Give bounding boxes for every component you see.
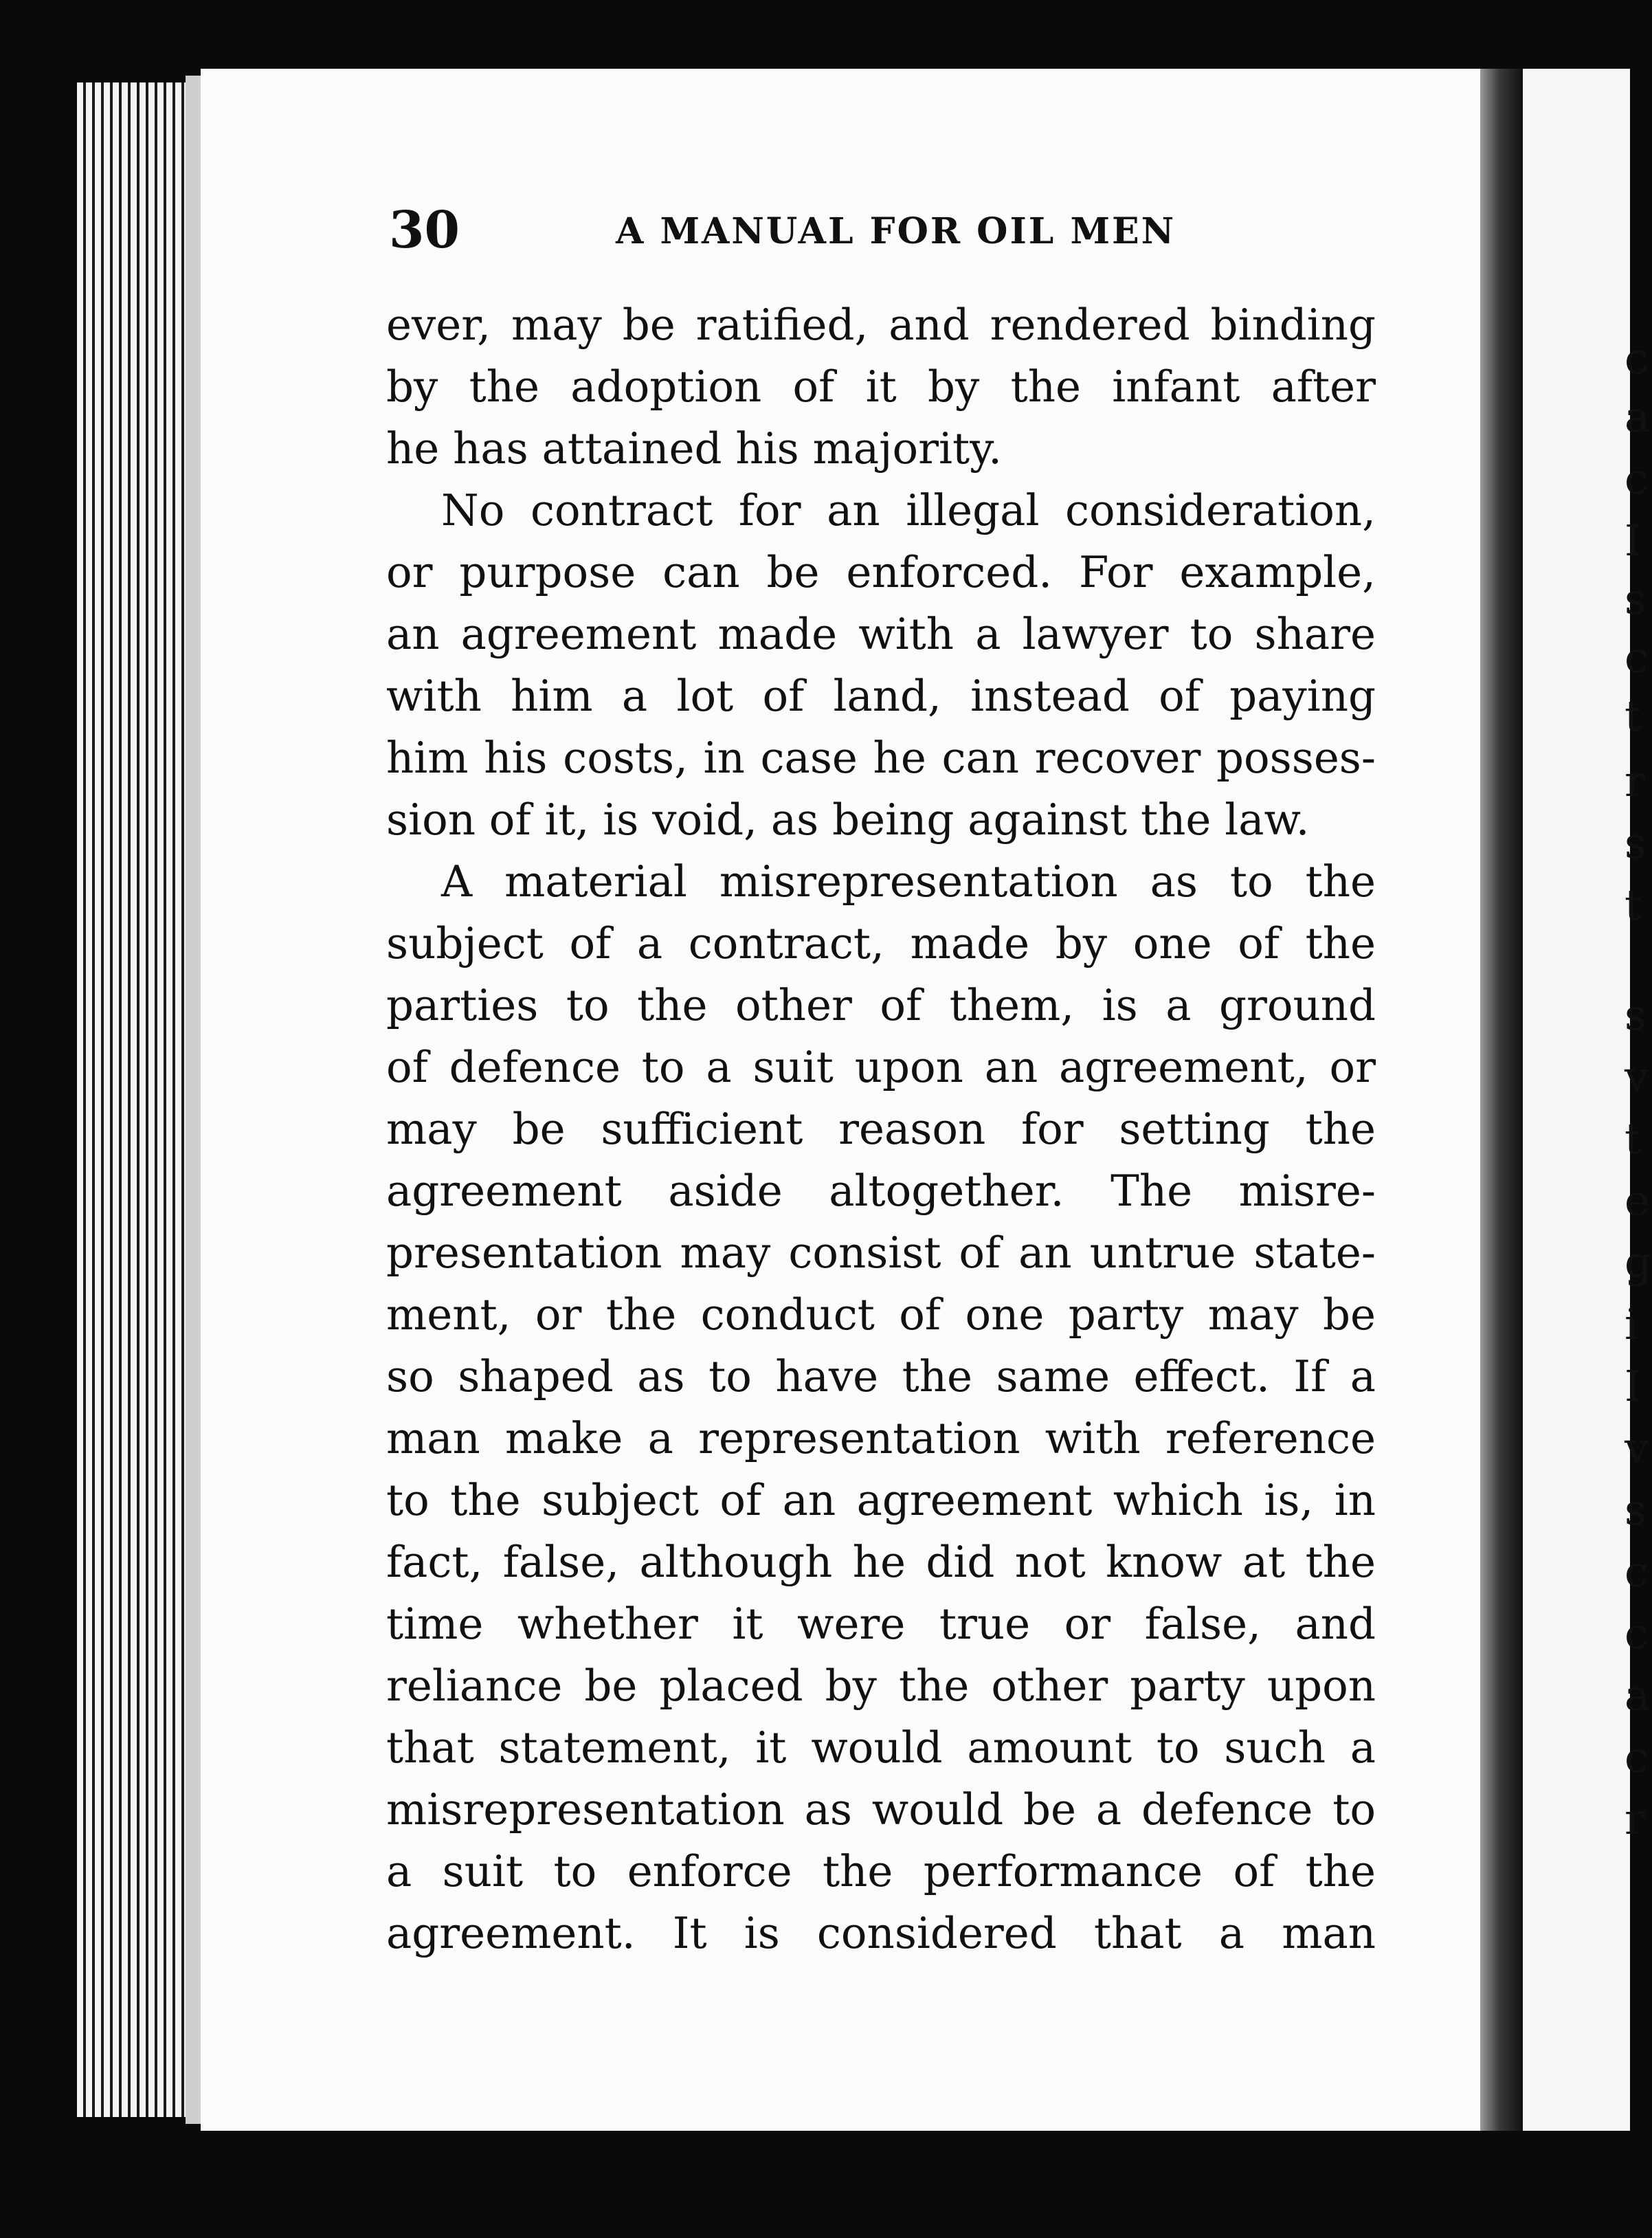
- book-gutter-shadow: [1480, 69, 1523, 2131]
- facing-page-letter: t: [1625, 880, 1642, 930]
- facing-page-letter: I: [1625, 1361, 1642, 1411]
- facing-page-letter: c: [1625, 632, 1649, 683]
- facing-page-letter: e: [1625, 1175, 1650, 1226]
- facing-page-letter: v: [1625, 1423, 1649, 1473]
- text-line: ment, or the conduct of one party may be: [386, 1289, 1376, 1340]
- text-line: presentation may consist of an untrue state-: [386, 1228, 1376, 1278]
- text-line: that statement, it would amount to such a: [386, 1722, 1376, 1773]
- facing-page-letter: s: [1625, 1485, 1647, 1535]
- text-line: agreement. It is considered that a man: [386, 1908, 1376, 1958]
- text-line: agreement aside altogether. The misre-: [386, 1166, 1376, 1216]
- text-line: may be sufficient reason for setting the: [386, 1104, 1376, 1154]
- text-line: he has attained his majority.: [386, 423, 1002, 474]
- text-line: of defence to a suit upon an agreement, or: [386, 1042, 1376, 1092]
- text-line: time whether it were true or false, and: [386, 1599, 1376, 1649]
- facing-page-letter: c: [1625, 333, 1649, 384]
- stacked-page-edges: [77, 82, 201, 2117]
- text-line: man make a representation with reference: [386, 1413, 1376, 1463]
- text-line: with him a lot of land, instead of paying: [386, 671, 1376, 721]
- facing-page-letter: c: [1625, 1732, 1649, 1782]
- text-line: misrepresentation as would be a defence to: [386, 1784, 1376, 1835]
- page-edge-shadow: [186, 76, 202, 2124]
- text-line: to the subject of an agreement which is, in: [386, 1475, 1376, 1525]
- text-line: parties to the other of them, is a ground: [386, 980, 1376, 1030]
- facing-page-letter: a: [1625, 1670, 1650, 1720]
- facing-page-letter: I: [1625, 516, 1642, 566]
- facing-page-letter: t: [1625, 691, 1642, 741]
- facing-page-letter: r: [1625, 1794, 1645, 1844]
- text-line: or purpose can be enforced. For example,: [386, 547, 1376, 597]
- text-line: by the adoption of it by the infant after: [386, 362, 1376, 412]
- facing-page-letter: r: [1625, 756, 1645, 806]
- facing-page-letter: g: [1625, 1237, 1652, 1287]
- facing-page-letter: a: [1625, 392, 1650, 442]
- facing-page-letter: s: [1625, 818, 1647, 868]
- text-line: a suit to enforce the performance of the: [386, 1846, 1376, 1896]
- text-line: an agreement made with a lawyer to share: [386, 609, 1376, 659]
- facing-page-letter: s: [1625, 574, 1647, 624]
- facing-page-letter: v: [1625, 1052, 1649, 1102]
- facing-page-letter: t: [1625, 1114, 1642, 1164]
- facing-page-letter: s: [1625, 990, 1647, 1040]
- page-number: 30: [389, 201, 460, 260]
- text-line: so shaped as to have the same effect. If a: [386, 1351, 1376, 1401]
- text-line: reliance be placed by the other party upon: [386, 1661, 1376, 1711]
- text-line: ever, may be ratified, and rendered binding: [386, 300, 1376, 350]
- facing-page-edge: [1523, 69, 1652, 2131]
- page-header: [389, 201, 1378, 263]
- facing-page-letter: c: [1625, 1608, 1649, 1659]
- text-line: A material misrepresentation as to the: [441, 856, 1376, 907]
- facing-page-letter: c: [1625, 1547, 1649, 1597]
- body-text: [386, 294, 1376, 1964]
- text-line: subject of a contract, made by one of the: [386, 918, 1376, 968]
- facing-page-letter: c: [1625, 454, 1649, 504]
- text-line: him his costs, in case he can recover posses-: [386, 733, 1376, 783]
- text-line: sion of it, is void, as being against the law.: [386, 795, 1310, 845]
- text-line: fact, false, although he did not know at the: [386, 1537, 1376, 1587]
- facing-page-letter: i: [1625, 1299, 1638, 1349]
- running-head: A MANUAL FOR OIL MEN: [616, 210, 1176, 252]
- text-line: No contract for an illegal consideration,: [441, 485, 1376, 535]
